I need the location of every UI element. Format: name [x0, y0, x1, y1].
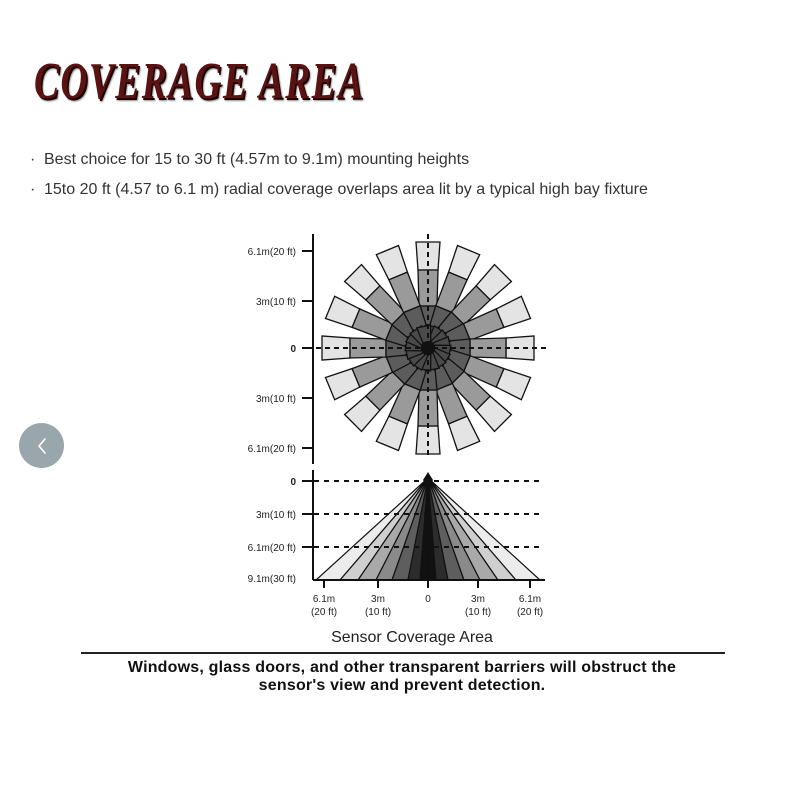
warning-line: Windows, glass doors, and other transparent barriers will obstruct the [127, 659, 677, 676]
top-view-diagram [248, 234, 546, 464]
coverage-zone [416, 426, 440, 454]
top-y-label: 3m(10 ft) [255, 394, 296, 405]
side-view-beams [316, 478, 540, 580]
side-x-label: 3m [371, 594, 385, 605]
diagram-caption: Sensor Coverage Area [331, 629, 493, 646]
side-view-diagram [248, 470, 545, 646]
top-y-ticks [302, 251, 313, 448]
side-x-label: (10 ft) [364, 607, 392, 618]
side-x-label: 0 [425, 594, 431, 605]
coverage-zone [506, 336, 534, 360]
page-title: COVERAGE AREA [34, 53, 365, 110]
top-y-label: 3m(10 ft) [255, 297, 296, 308]
side-x-label: (20 ft) [516, 607, 544, 618]
top-y-label: 0 [290, 344, 296, 355]
side-y-label: 0 [290, 477, 296, 488]
side-y-label: 9.1m(30 ft) [247, 574, 296, 585]
top-y-label: 6.1m(20 ft) [247, 444, 296, 455]
side-y-label: 3m(10 ft) [255, 510, 296, 521]
side-x-label: (20 ft) [310, 607, 338, 618]
bullet-dot: · [30, 151, 36, 168]
warning-note [60, 659, 744, 695]
side-x-label: 6.1m [518, 594, 542, 605]
side-x-label: 6.1m [312, 594, 336, 605]
chevron-left-icon [35, 436, 49, 456]
bullet-dot: · [30, 181, 36, 198]
carousel-prev-button[interactable] [19, 423, 64, 468]
side-y-label: 6.1m(20 ft) [247, 543, 296, 554]
feature-text: 15to 20 ft (4.57 to 6.1 m) radial coverage overlaps area lit by a typical high bay fixture [44, 181, 648, 198]
warning-line: sensor's view and prevent detection. [258, 677, 546, 694]
sensor-center-dot [421, 341, 435, 355]
side-x-label: (10 ft) [464, 607, 492, 618]
side-x-label: 3m [471, 594, 485, 605]
divider [81, 652, 725, 654]
feature-text: Best choice for 15 to 30 ft (4.57m to 9.1m) mounting heights [44, 151, 470, 168]
top-y-label: 6.1m(20 ft) [247, 247, 296, 258]
